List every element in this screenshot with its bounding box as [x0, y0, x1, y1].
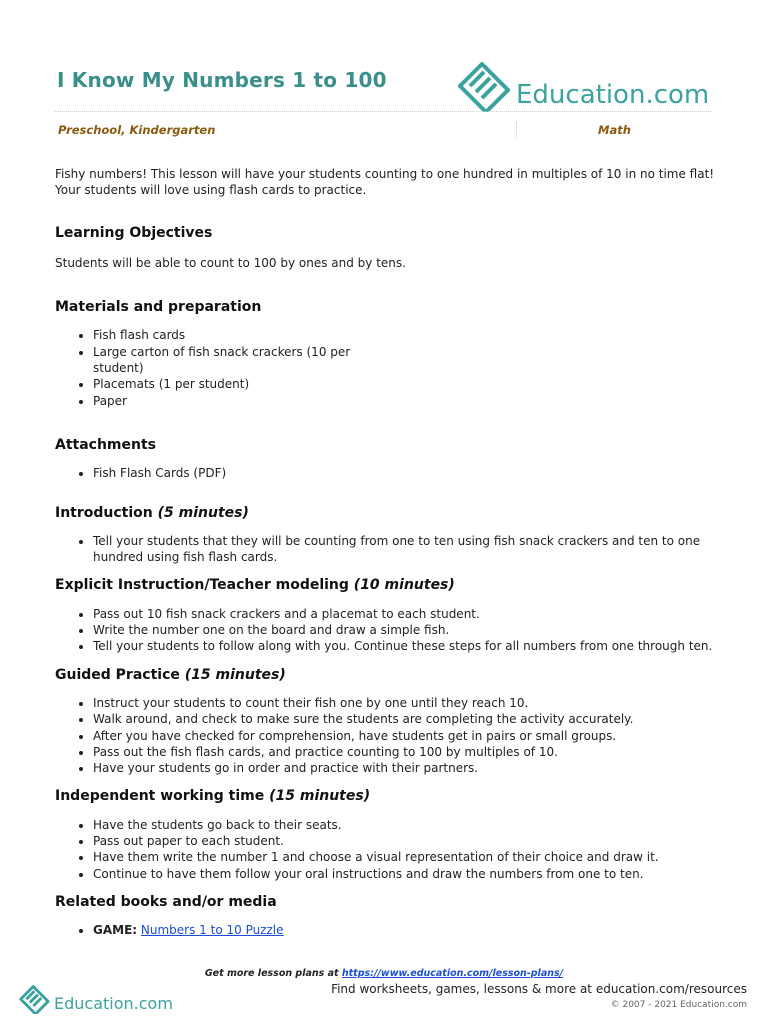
list-item: • Instruct your students to count their fish one by one until they reach 10.: [93, 695, 715, 711]
list-item: • Pass out 10 fish snack crackers and a placemat to each student.: [93, 606, 715, 622]
footer-logo-wordmark: Education.com: [54, 994, 173, 1013]
objectives-heading: Learning Objectives: [55, 224, 213, 241]
guided-list: [55, 695, 715, 776]
footer-copyright: © 2007 - 2021 Education.com: [610, 1000, 747, 1010]
lesson-content: [55, 166, 715, 939]
materials-heading: Materials and preparation: [55, 299, 262, 316]
list-item: • Paper: [93, 393, 393, 409]
logo-wordmark: Education.com: [516, 80, 710, 110]
list-item: • Write the number one on the board and draw a simple fish.: [93, 622, 715, 638]
list-item: • Have the students go back to their seats.: [93, 817, 715, 833]
promo-text: Get more lesson plans at: [204, 968, 339, 979]
list-item: • Have your students go in order and practice with their partners.: [93, 760, 715, 776]
list-item: • Fish flash cards: [93, 327, 393, 343]
list-item: • Tell your students that they will be counting from one to ten using fish snack crackers and ten to one hundred using fish flash cards.: [93, 533, 715, 566]
education-logo[interactable]: [456, 56, 716, 112]
related-list: [55, 922, 715, 938]
section-title: Independent working time: [55, 788, 265, 805]
footer-logo-icon: [18, 982, 52, 1014]
list-item: • Placemats (1 per student): [93, 376, 393, 392]
header-separator: [516, 122, 517, 138]
intro-paragraph: Fishy numbers! This lesson will have your students counting to one hundred in multiples of 10 in no time flat! Your students will love using flash cards to practice.: [55, 167, 715, 198]
grade-level: Preschool, Kindergarten: [58, 123, 216, 137]
introduction-list: [55, 533, 715, 566]
attachments-heading: Attachments: [55, 436, 157, 453]
independent-heading: [55, 788, 715, 804]
header-divider: [55, 111, 711, 112]
related-heading: Related books and/or media: [55, 893, 277, 910]
page-title: I Know My Numbers 1 to 100: [57, 68, 387, 92]
explicit-heading: [55, 577, 715, 593]
related-item: [93, 922, 715, 938]
education-logo-icon: [456, 56, 514, 112]
section-title: Guided Practice: [55, 666, 180, 683]
list-item: • Continue to have them follow your oral instructions and draw the numbers from one to ten.: [93, 866, 715, 882]
explicit-list: [55, 606, 715, 655]
list-item: • Pass out paper to each student.: [93, 833, 715, 849]
section-time: (5 minutes): [157, 504, 249, 521]
list-item: • Walk around, and check to make sure the students are completing the activity accurately.: [93, 711, 715, 727]
game-label: GAME:: [93, 923, 138, 938]
attachments-list: [55, 465, 715, 481]
objectives-text: Students will be able to count to 100 by ones and by tens.: [55, 255, 406, 270]
section-time: (15 minutes): [269, 788, 371, 805]
subject-label: Math: [598, 123, 631, 137]
list-item: • Have them write the number 1 and choose a visual representation of their choice and draw it.: [93, 849, 715, 865]
section-title: Explicit Instruction/Teacher modeling: [55, 577, 349, 594]
footer-logo[interactable]: [18, 982, 178, 1016]
introduction-heading: [55, 505, 715, 521]
game-link[interactable]: Numbers 1 to 10 Puzzle: [140, 923, 284, 938]
section-time: (15 minutes): [184, 666, 286, 683]
list-item: • After you have checked for comprehension, have students get in pairs or small groups.: [93, 728, 715, 744]
list-item: • Pass out the fish flash cards, and practice counting to 100 by multiples of 10.: [93, 744, 715, 760]
lesson-plans-link[interactable]: https://www.education.com/lesson-plans/: [341, 968, 564, 979]
footer-resources-text: Find worksheets, games, lessons & more at education.com/resources: [331, 982, 747, 996]
section-title: Introduction: [55, 504, 153, 521]
independent-list: [55, 817, 715, 882]
list-item: • Tell your students to follow along with you. Continue these steps for all numbers from one through ten.: [93, 638, 715, 654]
attachment-item[interactable]: • Fish Flash Cards (PDF): [93, 465, 715, 481]
list-item: • Large carton of fish snack crackers (10 per student): [93, 344, 393, 377]
footer-promo: [0, 968, 768, 979]
materials-list: [55, 327, 393, 408]
guided-heading: [55, 667, 715, 683]
section-time: (10 minutes): [353, 577, 455, 594]
